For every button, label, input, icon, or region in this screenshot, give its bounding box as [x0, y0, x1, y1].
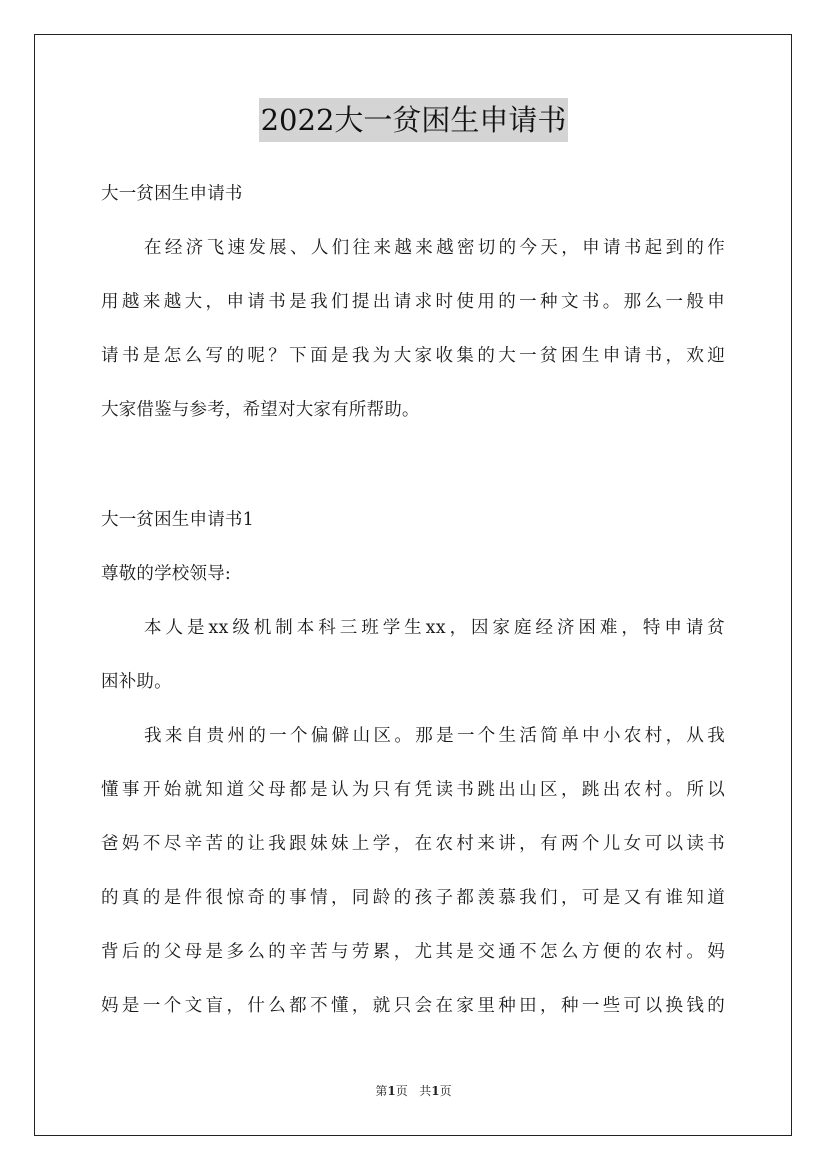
- para2-line-1: 我来自贵州的一个偏僻山区。那是一个生活简单中小农村，从我: [144, 726, 725, 746]
- document-title: 2022大一贫困生申请书: [259, 98, 569, 142]
- intro-line-1: 在经济飞速发展、人们往来越来越密切的今天，申请书起到的作: [144, 238, 725, 258]
- footer-page-number: 1: [387, 1084, 396, 1098]
- para2-line-4: 的真的是件很惊奇的事情，同龄的孩子都羡慕我们，可是又有谁知道: [101, 888, 725, 908]
- intro-line-4: 大家借鉴与参考，希望对大家有所帮助。: [101, 400, 420, 420]
- footer-page-prefix: 第: [375, 1084, 388, 1098]
- footer-total-pages: 1: [431, 1084, 440, 1098]
- para2-line-2: 懂事开始就知道父母都是认为只有凭读书跳出山区，跳出农村。所以: [101, 780, 725, 800]
- title-container: [0, 98, 827, 142]
- footer-page-suffix: 页: [395, 1084, 408, 1098]
- intro-line-2: 用越来越大，申请书是我们提出请求时使用的一种文书。那么一般申: [101, 292, 725, 312]
- section-title: 大一贫困生申请书1: [101, 510, 254, 530]
- footer-total-suffix: 页: [439, 1084, 452, 1098]
- para2-line-5: 背后的父母是多么的辛苦与劳累，尤其是交通不怎么方便的农村。妈: [101, 942, 725, 962]
- document-heading: 大一贫困生申请书: [101, 184, 243, 204]
- para1-line-2: 困补助。: [101, 672, 172, 692]
- page-footer: [0, 1083, 827, 1099]
- para2-line-6: 妈是一个文盲，什么都不懂，就只会在家里种田，种一些可以换钱的: [101, 996, 725, 1016]
- para1-line-1: 本人是xx级机制本科三班学生xx，因家庭经济困难，特申请贫: [144, 618, 725, 638]
- footer-total-prefix: 共: [419, 1084, 432, 1098]
- intro-line-3: 请书是怎么写的呢？下面是我为大家收集的大一贫困生申请书，欢迎: [101, 346, 725, 366]
- salutation: 尊敬的学校领导:: [101, 564, 231, 584]
- para2-line-3: 爸妈不尽辛苦的让我跟妹妹上学，在农村来讲，有两个儿女可以读书: [101, 834, 725, 854]
